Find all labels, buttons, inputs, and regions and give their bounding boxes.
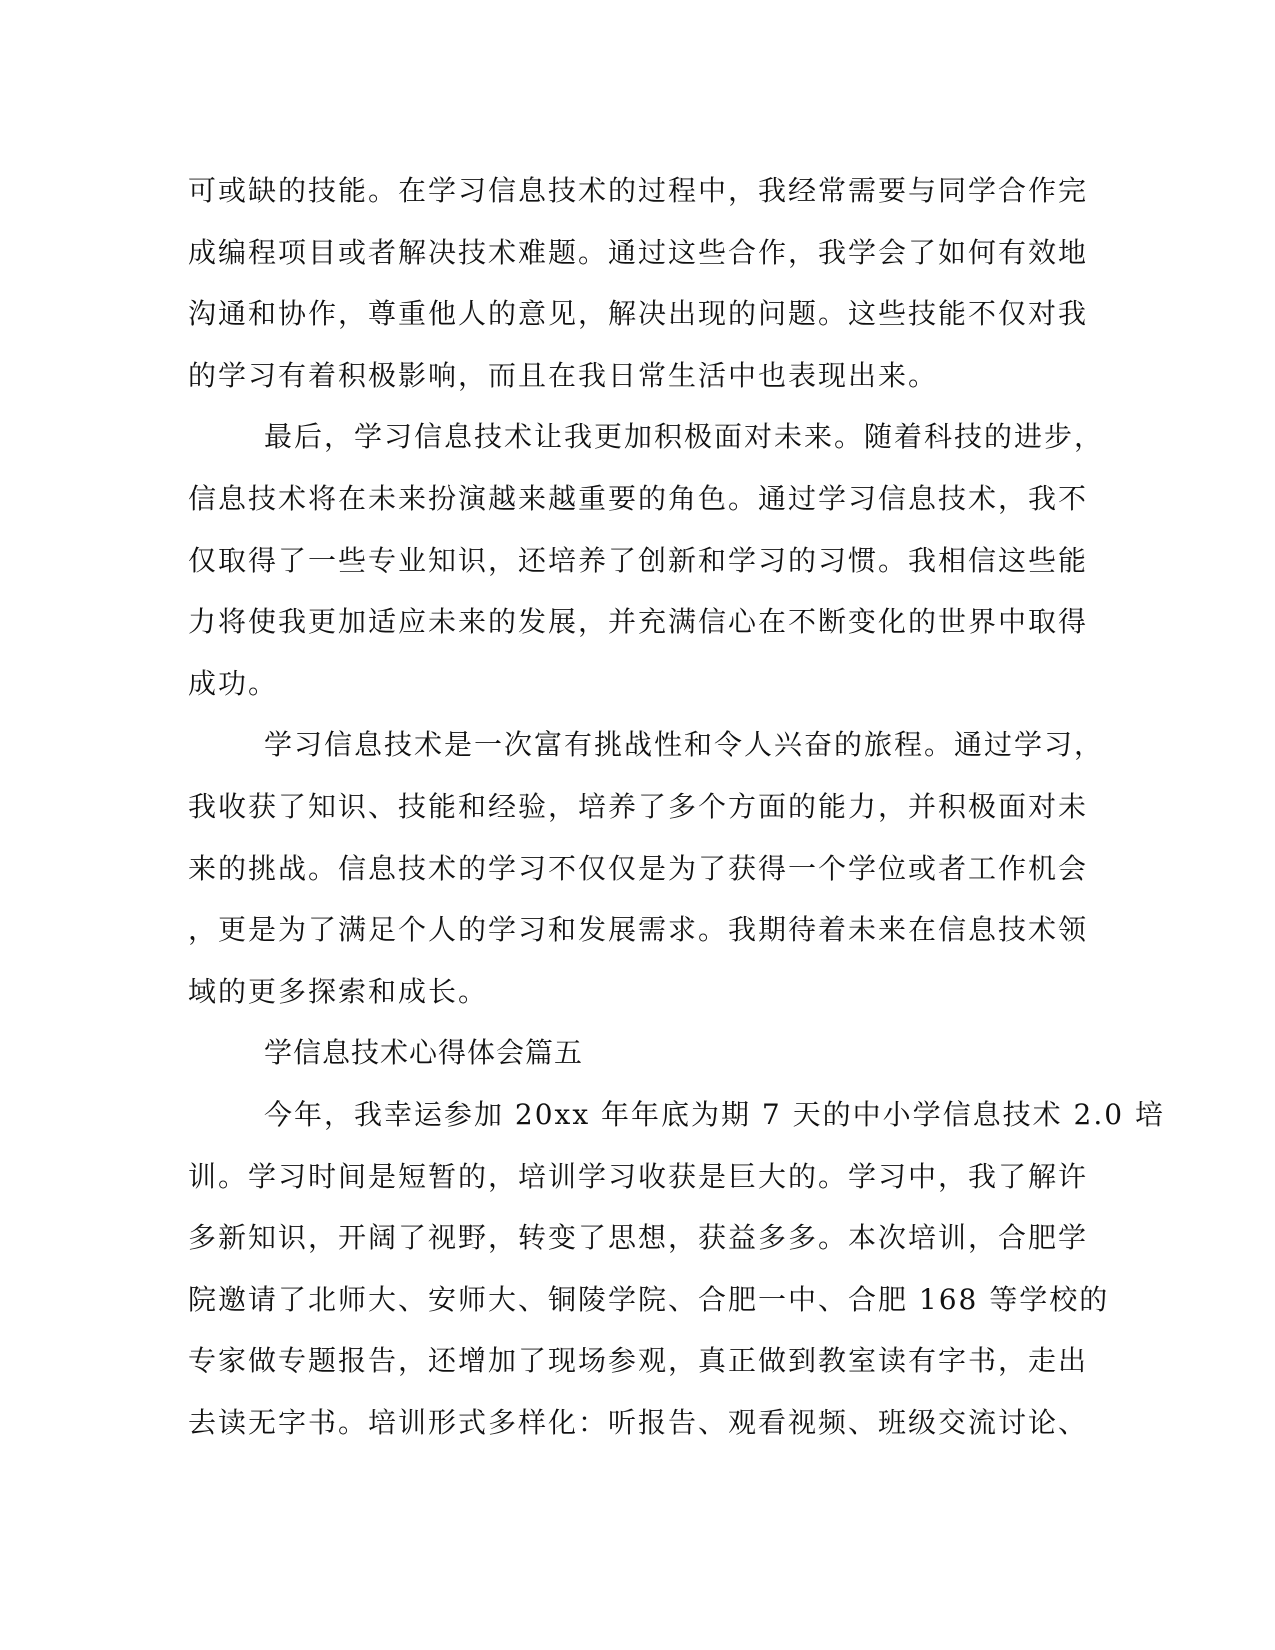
text-line: 训。学习时间是短暂的，培训学习收获是巨大的。学习中，我了解许 (188, 1159, 1089, 1193)
text-line: 今年，我幸运参加 20xx 年年底为期 7 天的中小学信息技术 2.0 培 (264, 1097, 1165, 1131)
text-line: 可或缺的技能。在学习信息技术的过程中，我经常需要与同学合作完 (188, 174, 1089, 207)
text-line: 来的挑战。信息技术的学习不仅仅是为了获得一个学位或者工作机会 (188, 851, 1089, 885)
text-line: 多新知识，开阔了视野，转变了思想，获益多多。本次培训，合肥学 (188, 1221, 1089, 1255)
text-line: 信息技术将在未来扮演越来越重要的角色。通过学习信息技术，我不 (188, 481, 1089, 515)
text-line: 成功。 (188, 666, 279, 700)
text-line: 我收获了知识、技能和经验，培养了多个方面的能力，并积极面对未 (188, 789, 1089, 823)
text-line: 最后，学习信息技术让我更加积极面对未来。随着科技的进步， (264, 420, 1105, 454)
text-line: 专家做专题报告，还增加了现场参观，真正做到教室读有字书，走出 (188, 1344, 1089, 1378)
text-line: 去读无字书。培训形式多样化：听报告、观看视频、班级交流讨论、 (188, 1405, 1089, 1439)
section-heading: 学信息技术心得体会篇五 (264, 1036, 584, 1070)
text-line: 域的更多探索和成长。 (188, 974, 489, 1008)
text-line: ，更是为了满足个人的学习和发展需求。我期待着未来在信息技术领 (188, 913, 1089, 947)
document-body (188, 160, 1165, 1453)
text-line: 仅取得了一些专业知识，还培养了创新和学习的习惯。我相信这些能 (188, 543, 1089, 577)
text-line: 力将使我更加适应未来的发展，并充满信心在不断变化的世界中取得 (188, 605, 1089, 639)
text-line: 成编程项目或者解决技术难题。通过这些合作，我学会了如何有效地 (188, 235, 1089, 269)
text-line: 沟通和协作，尊重他人的意见，解决出现的问题。这些技能不仅对我 (188, 297, 1089, 331)
text-line: 院邀请了北师大、安师大、铜陵学院、合肥一中、合肥 168 等学校的 (188, 1282, 1110, 1316)
text-line: 学习信息技术是一次富有挑战性和令人兴奋的旅程。通过学习， (264, 728, 1105, 762)
text-line: 的学习有着积极影响，而且在我日常生活中也表现出来。 (188, 358, 939, 392)
